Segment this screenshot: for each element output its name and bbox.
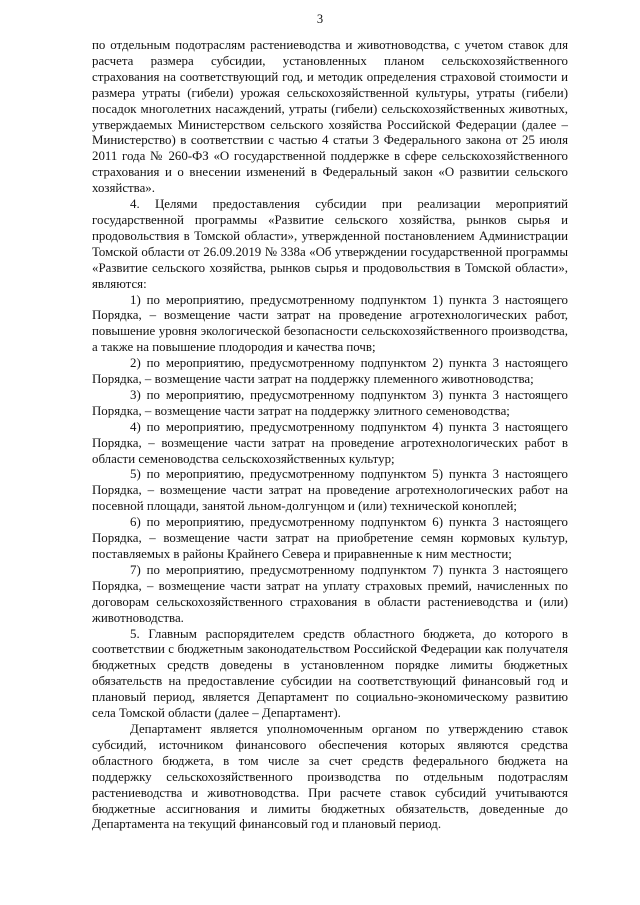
paragraph-department: Департамент является уполномоченным органом по утверждению ставок субсидий, источником финансового обеспечения которых являются средства областного бюджета, в том числе за счет средств федерального бюджета на поддержку сельскохозяйственного производства по отдельным подотраслям растениеводства и животноводства. При расчете ставок субсидий учитываются бюджетные ассигнования и лимиты бюджетных обязательств, доведенные до Департамента на текущий финансовый год и плановый период. [92, 721, 568, 832]
paragraph-subitem-3: 3) по мероприятию, предусмотренному подпунктом 3) пункта 3 настоящего Порядка, – возмещение части затрат на поддержку элитного семеноводства; [92, 387, 568, 418]
paragraph-item-4: 4. Целями предоставления субсидии при реализации мероприятий государственной программы «Развитие сельского хозяйства, рынков сырья и продовольствия в Томской области», утвержденной постановлением Администрации Томской области от 26.09.2019 № 338а «Об утверждении государственной программы «Развитие сельского хозяйства, рынков сырья и продовольствия в Томской области», являются: [92, 197, 568, 291]
paragraph-subitem-1: 1) по мероприятию, предусмотренному подпунктом 1) пункта 3 настоящего Порядка, – возмещение части затрат на проведение агротехнологических работ, повышение уровня экологической безопасности сельскохозяйственного производства, а также на повышение плодородия и качества почв; [92, 292, 568, 355]
paragraph-subitem-5: 5) по мероприятию, предусмотренному подпунктом 5) пункта 3 настоящего Порядка, – возмещение части затрат на проведение агротехнологических работ на посевной площади, занятой льном-долгунцом и (или) технической коноплей; [92, 467, 568, 514]
paragraph-subitem-7: 7) по мероприятию, предусмотренному подпунктом 7) пункта 3 настоящего Порядка, – возмещение части затрат на уплату страховых премий, начисленных по договорам сельскохозяйственного страхования в области растениеводства и (или) животноводства. [92, 562, 568, 625]
paragraph-subitem-4: 4) по мероприятию, предусмотренному подпунктом 4) пункта 3 настоящего Порядка, – возмещение части затрат на проведение агротехнологических работ в области семеноводства сельскохозяйственных культур; [92, 419, 568, 466]
paragraph-continuation: по отдельным подотраслям растениеводства и животноводства, с учетом ставок для расчета размера субсидии, установленных планом сельскохозяйственного страхования на соответствующий год, и методик определения страховой стоимости и размера утраты (гибели) урожая сельскохозяйственной культуры, утраты (гибели) посадок многолетних насаждений, утраты (гибели) сельскохозяйственных животных, утверждаемых Министерством сельского хозяйства Российской Федерации (далее – Министерство) в соответствии с частью 4 статьи 3 Федерального закона от 25 июля 2011 года № 260-ФЗ «О государственной поддержке в сфере сельскохозяйственного страхования и о внесении изменений в Федеральный закон «О развитии сельского хозяйства». [92, 38, 568, 196]
paragraph-item-5: 5. Главным распорядителем средств областного бюджета, до которого в соответствии с бюджетным законодательством Российской Федерации как получателя бюджетных средств доведены в установленном порядке лимиты бюджетных обязательств на предоставление субсидии на соответствующий финансовый год и плановый период, является Департамент по социально-экономическому развитию села Томской области (далее – Департамент). [92, 626, 568, 721]
page-number: 3 [316, 12, 324, 26]
paragraph-subitem-6: 6) по мероприятию, предусмотренному подпунктом 6) пункта 3 настоящего Порядка, – возмещение части затрат на приобретение семян кормовых культур, поставляемых в районы Крайнего Севера и приравненные к ним местности; [92, 515, 568, 561]
document-body [92, 38, 568, 833]
paragraph-subitem-2: 2) по мероприятию, предусмотренному подпунктом 2) пункта 3 настоящего Порядка, – возмещение части затрат на поддержку племенного животноводства; [92, 356, 568, 387]
